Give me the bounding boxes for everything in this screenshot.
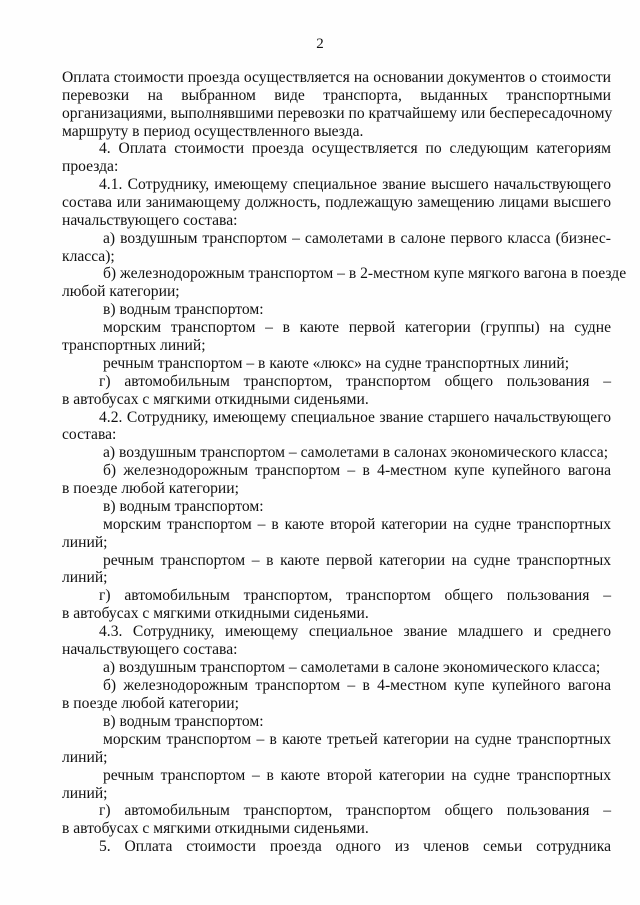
text-line: г) автомобильным транспортом, транспортом общего пользования –	[99, 587, 611, 604]
text-line: в) водным транспортом:	[103, 498, 264, 515]
text-line: б) железнодорожным транспортом – в 4-местном купе купейного вагона	[103, 677, 611, 694]
text-line: а) воздушным транспортом – самолетами в салонах экономического класса;	[103, 444, 609, 461]
text-line: в автобусах с мягкими откидными сиденьями.	[62, 391, 369, 408]
text-line: начальствующего состава:	[62, 641, 238, 658]
text-line: морским транспортом – в каюте третьей категории на судне транспортных	[103, 731, 611, 748]
text-line: 5. Оплата стоимости проезда одного из членов семьи сотрудника	[99, 838, 611, 855]
text-line: линий;	[62, 534, 108, 551]
text-line: а) воздушным транспортом – самолетами в салоне первого класса (бизнес-	[103, 230, 611, 247]
page-number: 2	[316, 36, 324, 52]
text-line: 4.3. Сотруднику, имеющему специальное звание младшего и среднего	[99, 623, 611, 640]
text-line: линий;	[62, 785, 108, 802]
text-line: в поезде любой категории;	[62, 695, 239, 712]
text-line: речным транспортом – в каюте «люкс» на судне транспортных линий;	[103, 355, 570, 372]
text-line: проезда:	[62, 158, 119, 175]
text-line: речным транспортом – в каюте первой категории на судне транспортных	[103, 552, 611, 569]
text-line: транспортных линий;	[62, 337, 206, 354]
text-line: состава:	[62, 426, 117, 443]
text-line: перевозки на выбранном виде транспорта, выданных транспортными	[62, 87, 611, 104]
text-line: любой категории;	[62, 283, 180, 300]
text-line: речным транспортом – в каюте второй категории на судне транспортных	[103, 767, 611, 784]
text-line: б) железнодорожным транспортом – в 4-местном купе купейного вагона	[103, 462, 611, 479]
text-line: маршруту в период осуществленного выезда.	[62, 123, 364, 140]
text-line: г) автомобильным транспортом, транспортом общего пользования –	[99, 373, 611, 390]
text-line: морским транспортом – в каюте второй категории на судне транспортных	[103, 516, 611, 533]
text-line: линий;	[62, 749, 108, 766]
text-line: линий;	[62, 569, 108, 586]
text-line: Оплата стоимости проезда осуществляется на основании документов о стоимости	[62, 69, 611, 86]
text-line: в) водным транспортом:	[103, 713, 264, 730]
text-line: г) автомобильным транспортом, транспортом общего пользования –	[99, 802, 611, 819]
text-line: начальствующего состава:	[62, 212, 238, 229]
text-line: состава или занимающему должность, подлежащую замещению лицами высшего	[62, 194, 611, 211]
text-line: в поезде любой категории;	[62, 480, 239, 497]
text-line: 4. Оплата стоимости проезда осуществляется по следующим категориям	[99, 140, 611, 157]
text-line: в автобусах с мягкими откидными сиденьями.	[62, 605, 369, 622]
text-line: в автобусах с мягкими откидными сиденьями.	[62, 820, 369, 837]
text-line: 4.1. Сотруднику, имеющему специальное звание высшего начальствующего	[99, 176, 611, 193]
text-line: б) железнодорожным транспортом – в 2-местном купе мягкого вагона в поезде	[103, 265, 627, 282]
text-line: организациями, выполнявшими перевозки по кратчайшему или беспересадочному	[62, 105, 613, 122]
text-line: 4.2. Сотруднику, имеющему специальное звание старшего начальствующего	[99, 409, 611, 426]
text-line: класса);	[62, 248, 115, 265]
text-line: морским транспортом – в каюте первой категории (группы) на судне	[103, 319, 611, 336]
text-line: а) воздушным транспортом – самолетами в салоне экономического класса;	[103, 659, 601, 676]
text-line: в) водным транспортом:	[103, 301, 264, 318]
